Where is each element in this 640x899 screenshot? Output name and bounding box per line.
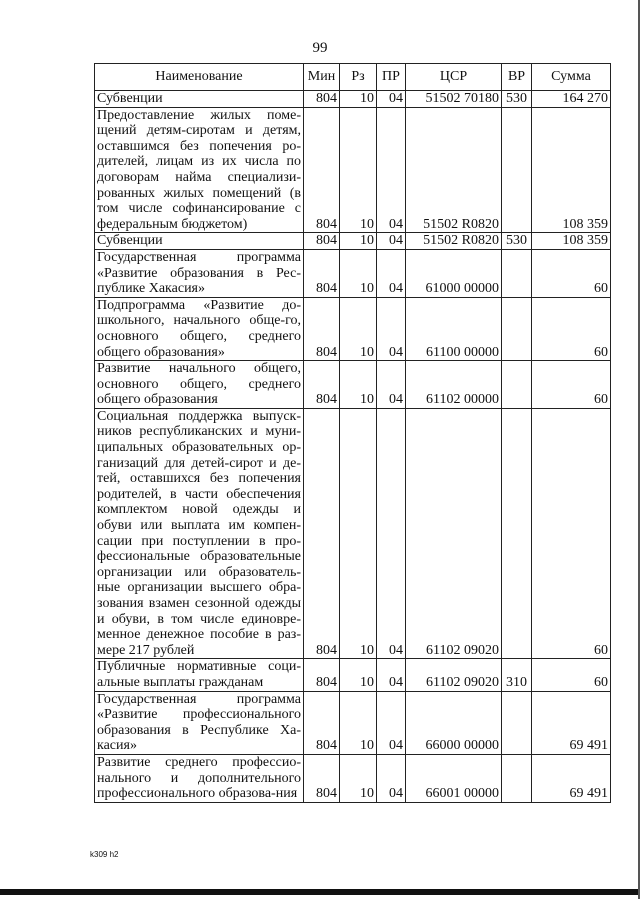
row-name: Государственная программа «Развитие профессионального образования в Республике Ха-касия» (95, 691, 304, 754)
row-rz: 10 (340, 691, 377, 754)
row-pr: 04 (377, 297, 406, 360)
row-csr: 51502 70180 (406, 91, 502, 108)
row-csr: 51502 R0820 (406, 107, 502, 233)
header-name: Наименование (95, 64, 304, 91)
header-pr: ПР (377, 64, 406, 91)
table-row (95, 754, 611, 802)
table-row (95, 361, 611, 409)
row-min: 804 (304, 91, 340, 108)
row-sum: 60 (532, 408, 611, 659)
row-pr: 04 (377, 107, 406, 233)
row-vr: 530 (502, 91, 532, 108)
header-min: Мин (304, 64, 340, 91)
row-vr (502, 361, 532, 409)
row-min: 804 (304, 107, 340, 233)
row-pr: 04 (377, 361, 406, 409)
row-min: 804 (304, 754, 340, 802)
table-row (95, 91, 611, 108)
row-pr: 04 (377, 249, 406, 297)
row-csr: 61102 09020 (406, 659, 502, 691)
row-csr: 61000 00000 (406, 249, 502, 297)
row-pr: 04 (377, 91, 406, 108)
header-csr: ЦСР (406, 64, 502, 91)
row-rz: 10 (340, 659, 377, 691)
row-name: Социальная поддержка выпуск-ников республиканских и муни-ципальных образовательных ор-ганизаций для детей-сирот и де-тей, оставшихся без попечения родителей, в части обеспечения комплектом новой одежды и обуви или выплата им компен-сации при поступлении в про-фессиональные образовательные организации или образователь-ные организации высшего обра-зования взамен сезонной одежды и обуви, в том числе единовре-менное денежное пособие в раз-мере 217 рублей (95, 408, 304, 659)
row-sum: 164 270 (532, 91, 611, 108)
row-rz: 10 (340, 408, 377, 659)
row-csr: 66000 00000 (406, 691, 502, 754)
row-vr: 310 (502, 659, 532, 691)
row-csr: 61102 00000 (406, 361, 502, 409)
row-rz: 10 (340, 297, 377, 360)
header-sum: Сумма (532, 64, 611, 91)
table-row (95, 107, 611, 233)
row-rz: 10 (340, 249, 377, 297)
table-row (95, 233, 611, 250)
page-number: 99 (312, 40, 328, 56)
row-vr (502, 754, 532, 802)
row-name: Субвенции (95, 233, 304, 250)
row-rz: 10 (340, 233, 377, 250)
row-vr: 530 (502, 233, 532, 250)
row-sum: 69 491 (532, 754, 611, 802)
header-vr: ВР (502, 64, 532, 91)
row-pr: 04 (377, 233, 406, 250)
header-rz: Рз (340, 64, 377, 91)
row-min: 804 (304, 408, 340, 659)
row-name: Развитие начального общего, основного общего, среднего общего образования (95, 361, 304, 409)
row-sum: 108 359 (532, 107, 611, 233)
row-name: Государственная программа «Развитие образования в Рес-публике Хакасия» (95, 249, 304, 297)
row-min: 804 (304, 249, 340, 297)
row-min: 804 (304, 659, 340, 691)
table-header-row (95, 64, 611, 91)
row-min: 804 (304, 691, 340, 754)
row-pr: 04 (377, 754, 406, 802)
row-rz: 10 (340, 361, 377, 409)
row-min: 804 (304, 297, 340, 360)
row-rz: 10 (340, 754, 377, 802)
row-sum: 60 (532, 297, 611, 360)
row-pr: 04 (377, 691, 406, 754)
row-name: Публичные нормативные соци-альные выплаты гражданам (95, 659, 304, 691)
budget-table (94, 63, 611, 803)
document-code: k309 h2 (90, 850, 119, 859)
row-sum: 60 (532, 659, 611, 691)
table-row (95, 297, 611, 360)
row-sum: 69 491 (532, 691, 611, 754)
row-vr (502, 691, 532, 754)
row-csr: 66001 00000 (406, 754, 502, 802)
row-sum: 60 (532, 249, 611, 297)
row-name: Предоставление жилых поме-щений детям-сиротам и детям, оставшимся без попечения ро-дителей, лицам из их числа по договорам найма специализи-рованных жилых помещений (в том числе софинансирование с федеральным бюджетом) (95, 107, 304, 233)
row-pr: 04 (377, 408, 406, 659)
row-sum: 108 359 (532, 233, 611, 250)
table-row (95, 408, 611, 659)
row-csr: 61102 09020 (406, 408, 502, 659)
row-vr (502, 408, 532, 659)
row-rz: 10 (340, 107, 377, 233)
row-vr (502, 107, 532, 233)
row-vr (502, 297, 532, 360)
scan-bottom-rule (0, 889, 640, 895)
row-min: 804 (304, 361, 340, 409)
row-pr: 04 (377, 659, 406, 691)
table-row (95, 659, 611, 691)
row-vr (502, 249, 532, 297)
table-row (95, 691, 611, 754)
row-sum: 60 (532, 361, 611, 409)
row-name: Субвенции (95, 91, 304, 108)
row-name: Подпрограмма «Развитие до-школьного, начального обще-го, основного общего, среднего общего образования» (95, 297, 304, 360)
row-csr: 51502 R0820 (406, 233, 502, 250)
row-rz: 10 (340, 91, 377, 108)
table-row (95, 249, 611, 297)
row-min: 804 (304, 233, 340, 250)
row-csr: 61100 00000 (406, 297, 502, 360)
row-name: Развитие среднего профессио-нального и дополнительного профессионального образова-ния (95, 754, 304, 802)
